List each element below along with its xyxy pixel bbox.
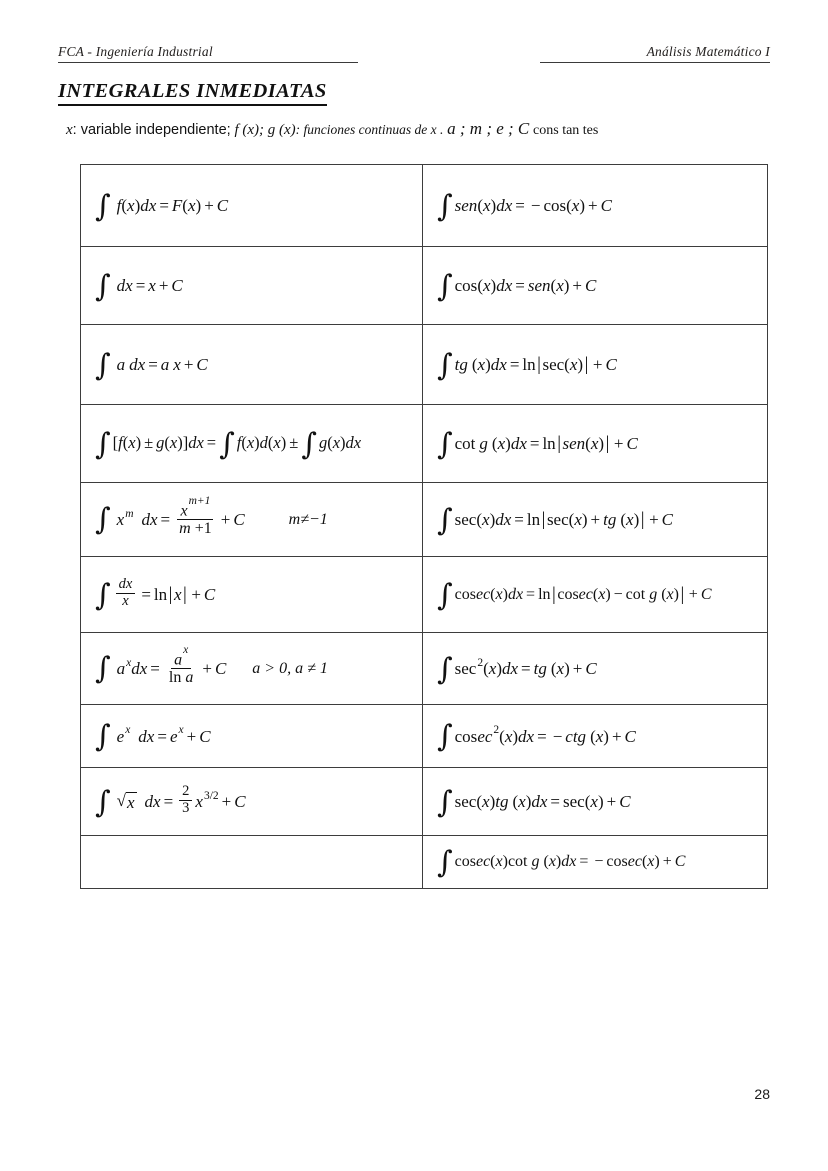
table-row-int-f-dx [81, 165, 422, 247]
formula-int-cosec-cotg: ∫ cos ec ( x ) cot g ( x ) dx = − cos ec ( x ) + C [437, 845, 686, 880]
legend-constants-symbols: a ; m ; e ; C [447, 119, 530, 138]
table-row-int-sec [423, 483, 767, 557]
table-row-int-sum-rule [81, 405, 422, 483]
table-row-int-cos [423, 247, 767, 325]
condition-int-power: m≠−1 [288, 510, 328, 528]
legend-variable-symbol: x [66, 122, 73, 138]
table-row-int-dx [81, 247, 422, 325]
table-row-int-cosec-cotg [423, 836, 767, 888]
formula-int-sqrt-x: ∫ √ x dx = $\frac{2}{3}$ x 3/2 + C [95, 783, 246, 820]
table-row-int-a-dx [81, 325, 422, 405]
formula-int-sec: ∫ sec ( x ) dx = ln | sec ( x ) + tg ( x ) | + C [437, 502, 674, 538]
header-right-text: Análisis Matemático I [540, 44, 770, 63]
table-row-int-sen [423, 165, 767, 247]
formula-int-cosec: ∫ cos ec ( x ) dx = ln | cos ec ( x ) − cot g ( x ) | + C [437, 577, 712, 613]
formula-int-sum-rule: ∫ [ f ( x ) ± g ( x )] dx = ∫ f ( x ) d ( x ) ± ∫ g ( x ) dx [95, 426, 362, 462]
table-row-int-sqrt-x [81, 768, 422, 836]
table-row-int-cosec-squared [423, 705, 767, 768]
integrals-table [80, 164, 768, 889]
sqrt-icon: √ x [116, 791, 135, 812]
formula-int-e-pow-x: ∫ e x dx = e x + C [95, 719, 211, 754]
formula-int-cosec-squared: ∫ cos ec 2 ( x ) dx = − ctg ( x ) + C [437, 719, 636, 754]
formula-int-dx: ∫ dx = x + C [95, 268, 183, 304]
legend-functions-symbols: f (x); g (x) [234, 122, 296, 138]
formula-int-cos: ∫ cos ( x ) dx = sen ( x ) + C [437, 268, 597, 304]
formula-int-f-dx: ∫ f ( x ) dx = F ( x ) + C [95, 188, 229, 224]
table-row-int-dx-over-x [81, 557, 422, 633]
formula-int-power: ∫ x m dx = $\frac{x^{m+1}}{m +1}$ + C [95, 494, 245, 538]
page-header [58, 44, 770, 63]
formula-int-dx-over-x: ∫ $\frac{dx}{x}$ = ln | x | + C [95, 576, 216, 613]
table-row-int-sec-squared [423, 633, 767, 705]
table-row-int-sec-tg [423, 768, 767, 836]
formula-int-sen: ∫ sen ( x ) dx = − cos ( x ) + C [437, 188, 612, 224]
condition-int-a-pow-x: a > 0, a ≠ 1 [252, 659, 328, 677]
formula-int-a-pow-x: ∫ a x dx = $\frac{a^x}{\text{ln a}}$ + C [95, 643, 227, 687]
header-left-text: FCA - Ingeniería Industrial [58, 44, 358, 63]
formula-int-a-dx: ∫ a dx = a x + C [95, 347, 208, 383]
formula-int-cotg: ∫ cot g ( x ) dx = ln | sen ( x ) | + C [437, 426, 638, 462]
table-column-right [423, 165, 767, 888]
formula-int-sec-tg: ∫ sec ( x ) tg ( x ) dx = sec ( x ) + C [437, 784, 631, 820]
legend-line [66, 120, 766, 139]
table-row-int-power [81, 483, 422, 557]
table-row-empty-cell [81, 836, 422, 888]
formula-int-tg: ∫ tg ( x ) dx = ln | sec ( x ) | + C [437, 347, 617, 383]
legend-variable-text: : variable independiente; [72, 122, 231, 138]
formula-int-sec-squared: ∫ sec 2 ( x ) dx = tg ( x ) + C [437, 651, 597, 687]
page-title: INTEGRALES INMEDIATAS [58, 80, 327, 106]
table-column-left [81, 165, 423, 888]
table-row-int-tg [423, 325, 767, 405]
table-row-int-cotg [423, 405, 767, 483]
table-row-int-cosec [423, 557, 767, 633]
legend-constants-description: cons tan tes [533, 123, 599, 138]
table-row-int-e-pow-x [81, 705, 422, 768]
table-row-int-a-pow-x [81, 633, 422, 705]
page-number: 28 [754, 1086, 770, 1102]
legend-functions-description: : funciones continuas de x . [295, 122, 444, 137]
